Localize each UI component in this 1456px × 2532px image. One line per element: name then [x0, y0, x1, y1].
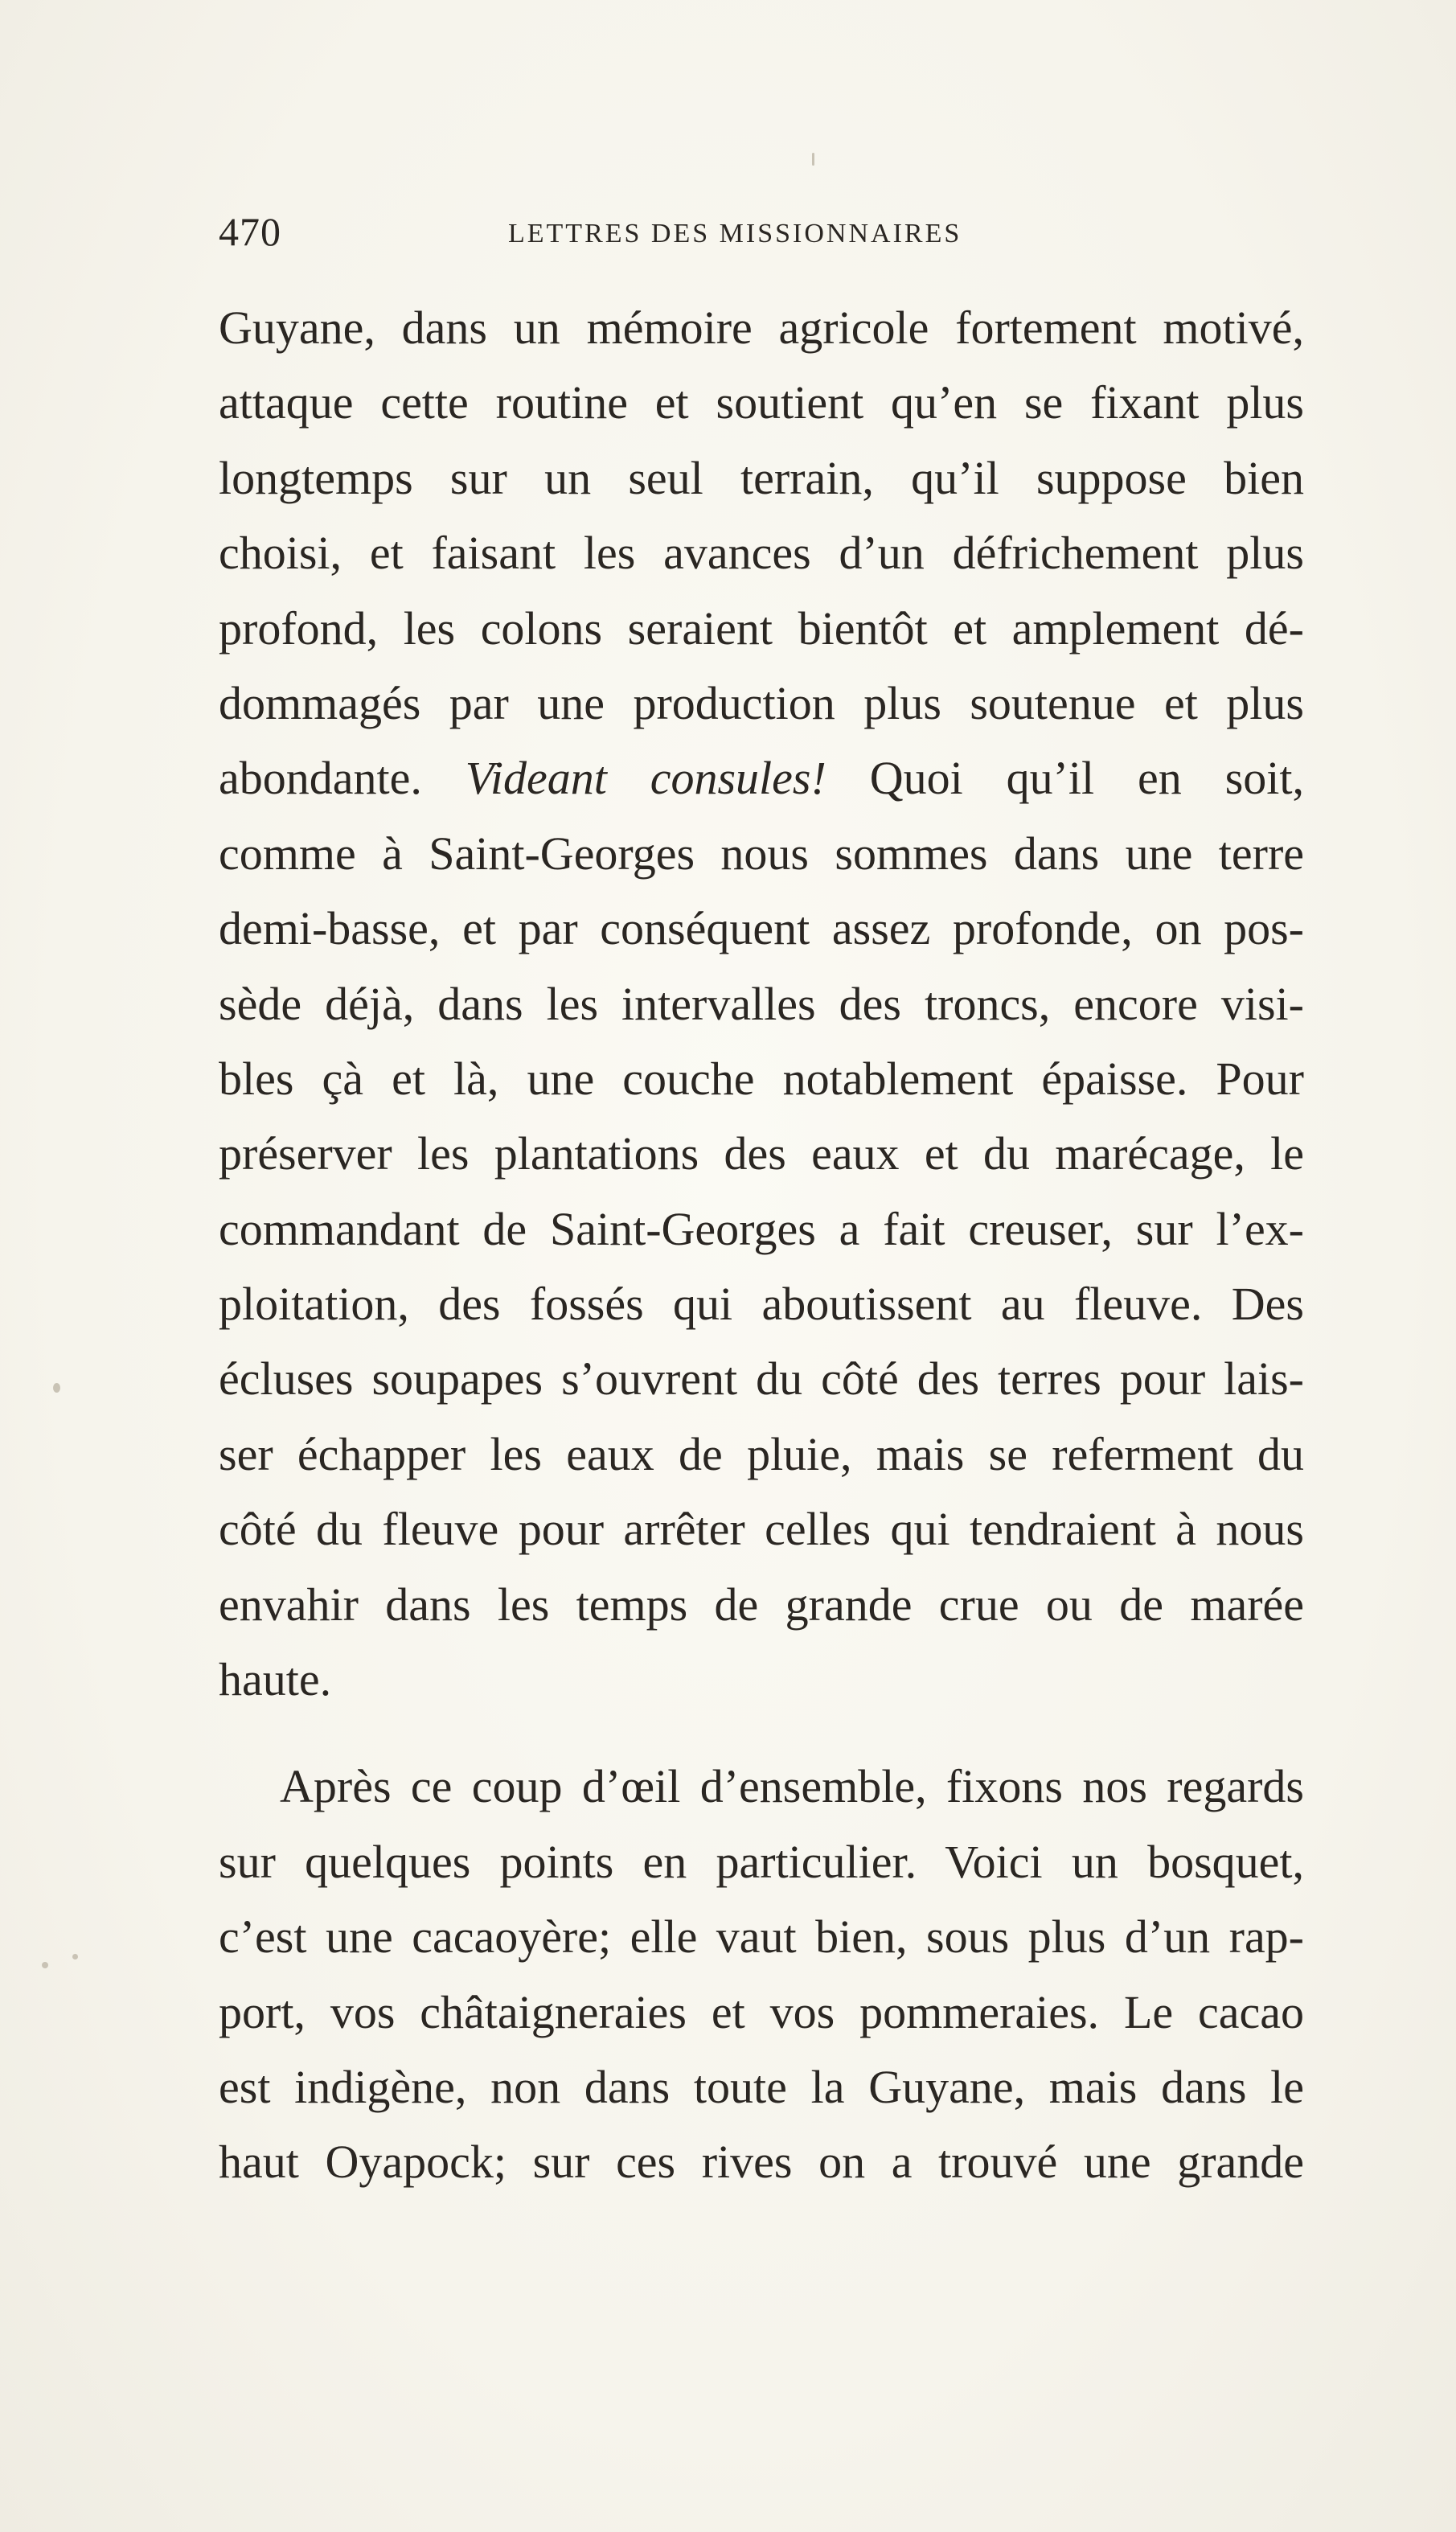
text-line: écluses soupapes s’ouvrent du côté des terres pour lais-	[219, 1352, 1304, 1406]
text-line: profond, les colons seraient bientôt et amplement dé-	[219, 601, 1304, 655]
text-line: comme à Saint-Georges nous sommes dans une terre	[219, 827, 1304, 880]
text-line: longtemps sur un seul terrain, qu’il suppose bien	[219, 451, 1304, 504]
text-line: préserver les plantations des eaux et du marécage, le	[219, 1127, 1304, 1180]
paper-speck	[42, 1962, 48, 1968]
text-line: bles çà et là, une couche notablement épaisse. Pour	[219, 1052, 1304, 1105]
text-line: haut Oyapock; sur ces rives on a trouvé une grande	[219, 2136, 1304, 2189]
text-segment: Quoi qu’il en soit,	[826, 752, 1305, 805]
text-line: choisi, et faisant les avances d’un défrichement plus	[219, 527, 1304, 580]
text-line: commandant de Saint-Georges a fait creuser, sur l’ex-	[219, 1202, 1304, 1255]
text-line: côté du fleuve pour arrêter celles qui tendraient à nous	[219, 1503, 1304, 1556]
text-line: demi-basse, et par conséquent assez profonde, on pos-	[219, 902, 1304, 955]
text-line: ploitation, des fossés qui aboutissent au fleuve. Des	[219, 1278, 1304, 1331]
text-line-with-italic	[219, 746, 1304, 821]
latin-phrase: Videant consules!	[465, 752, 826, 805]
page-number: 470	[219, 209, 281, 254]
paper-speck	[53, 1383, 60, 1393]
body-text	[219, 296, 1304, 2206]
text-line: attaque cette routine et soutient qu’en se fixant plus	[219, 376, 1304, 429]
text-segment: abondante.	[219, 752, 466, 805]
text-line: est indigène, non dans toute la Guyane, mais dans le	[219, 2060, 1304, 2113]
text-line: port, vos châtaigneraies et vos pommeraies. Le cacao	[219, 1985, 1304, 2038]
running-title: LETTRES DES MISSIONNAIRES	[508, 219, 962, 248]
paper-speck	[72, 1954, 78, 1960]
text-line: envahir dans les temps de grande crue ou de marée	[219, 1578, 1304, 1631]
text-line: c’est une cacaoyère; elle vaut bien, sous plus d’un rap-	[219, 1910, 1304, 1964]
text-line: sur quelques points en particulier. Voici un bosquet,	[219, 1835, 1304, 1888]
page-header	[219, 207, 1320, 256]
text-line: ser échapper les eaux de pluie, mais se referment du	[219, 1427, 1304, 1480]
text-line: Guyane, dans un mémoire agricole fortement motivé,	[219, 302, 1304, 354]
paper-speck	[812, 153, 814, 166]
text-line: sède déjà, dans les intervalles des troncs, encore visi-	[219, 977, 1304, 1030]
text-line: dommagés par une production plus soutenue et plus	[219, 676, 1304, 729]
paragraph-first-line: Après ce coup d’œil d’ensemble, fixons nos regards	[280, 1760, 1304, 1813]
paragraph-last-line: haute.	[219, 1653, 332, 1706]
